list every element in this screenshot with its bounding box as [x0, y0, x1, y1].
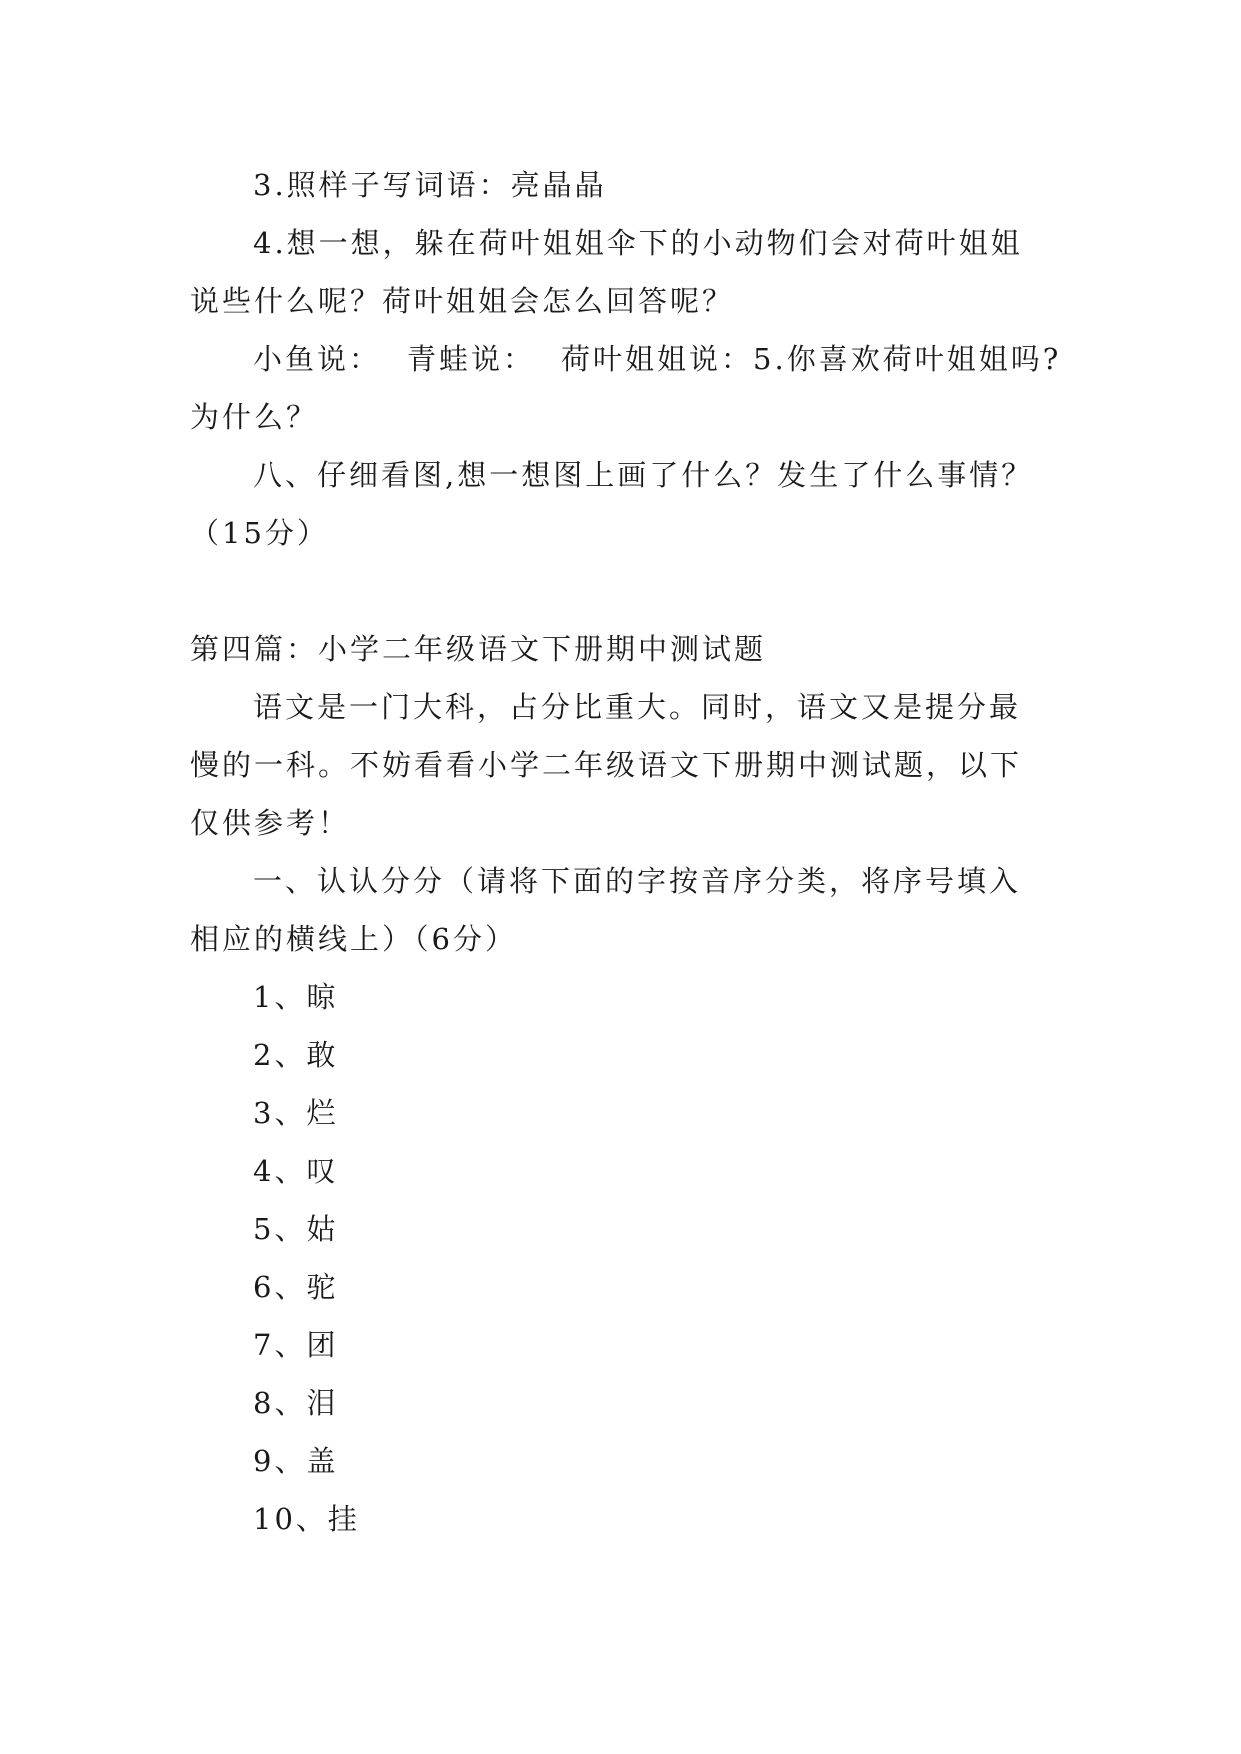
question-5-line-2: 为什么？ — [190, 400, 319, 434]
intro-line-1: 语文是一门大科，占分比重大。同时，语文又是提分最 — [253, 690, 1022, 724]
section-1-heading: 一、认认分分（请将下面的字按音序分类，将序号填入 — [253, 864, 1022, 898]
fish-says: 小鱼说： — [253, 342, 382, 376]
list-item: 1、晾 — [253, 980, 339, 1014]
speech-line — [253, 342, 1062, 376]
intro-line-2: 慢的一科。不妨看看小学二年级语文下册期中测试题，以下 — [190, 748, 1023, 782]
list-item: 8、泪 — [253, 1386, 339, 1420]
question-4-line-2: 说些什么呢？荷叶姐姐会怎么回答呢？ — [190, 284, 735, 318]
question-4-line-1: 4.想一想，躲在荷叶姐姐伞下的小动物们会对荷叶姐姐 — [253, 226, 1023, 260]
list-item: 4、叹 — [253, 1154, 339, 1188]
list-item: 5、姑 — [253, 1212, 339, 1246]
section-8-heading: 八、仔细看图,想一想图上画了什么？发生了什么事情？ — [253, 458, 1034, 492]
intro-line-3: 仅供参考！ — [190, 806, 351, 840]
list-item: 3、烂 — [253, 1096, 339, 1130]
section-1-heading-line-2: 相应的横线上）（6分） — [190, 922, 517, 956]
question-3: 3.照样子写词语：亮晶晶 — [253, 168, 607, 202]
lotus-says-question-5: 荷叶姐姐说：5.你喜欢荷叶姐姐吗? — [561, 342, 1062, 376]
list-item: 2、敢 — [253, 1038, 339, 1072]
list-item: 6、驼 — [253, 1270, 339, 1304]
section-8-score: （15分） — [190, 516, 329, 550]
list-item: 10、挂 — [253, 1502, 360, 1536]
list-item: 9、盖 — [253, 1444, 339, 1478]
frog-says: 青蛙说： — [407, 342, 536, 376]
list-item: 7、团 — [253, 1328, 339, 1362]
article-title: 第四篇：小学二年级语文下册期中测试题 — [190, 632, 767, 666]
